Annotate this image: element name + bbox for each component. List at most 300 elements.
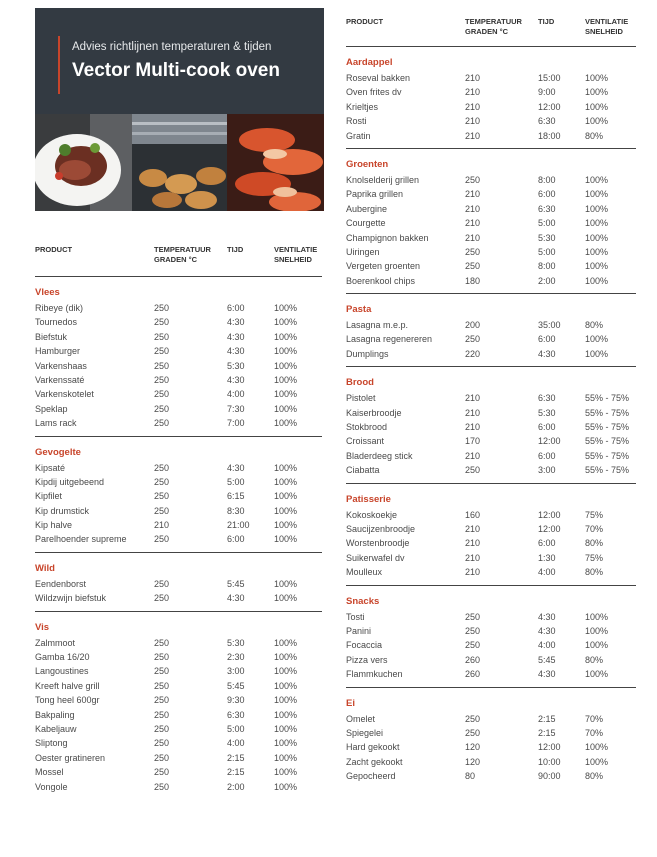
section-aardappel (346, 56, 636, 149)
temperature-cell: 210 (465, 101, 481, 112)
table-row (35, 693, 322, 707)
header-product: PRODUCT (35, 245, 73, 254)
section-title: Ei (346, 697, 355, 709)
ventilation-cell: 100% (585, 334, 609, 345)
time-cell: 5:45 (538, 654, 556, 665)
product-cell: Pistolet (346, 393, 376, 404)
header-temperature: TEMPERATUUR GRADEN °C (465, 17, 522, 36)
section-title: Snacks (346, 595, 380, 607)
section-ei (346, 697, 636, 784)
ventilation-cell: 70% (585, 523, 604, 534)
ventilation-cell: 100% (274, 331, 298, 342)
temperature-cell: 210 (465, 450, 481, 461)
ventilation-cell: 100% (585, 625, 609, 636)
table-row (35, 736, 322, 750)
section-title: Pasta (346, 304, 372, 316)
section-groenten (346, 158, 636, 294)
table-row (346, 624, 636, 638)
section-vis (35, 621, 322, 794)
product-cell: Tosti (346, 611, 365, 622)
table-row (346, 434, 636, 448)
temperature-cell: 210 (465, 523, 481, 534)
lobster-photo (227, 114, 324, 211)
ventilation-cell: 100% (585, 275, 609, 286)
time-cell: 6:00 (538, 422, 556, 433)
table-row (346, 71, 636, 85)
temperature-cell: 250 (154, 491, 170, 502)
section-title: Groenten (346, 158, 389, 170)
product-cell: Krieltjes (346, 101, 379, 112)
section-title: Brood (346, 377, 374, 389)
product-cell: Champignon bakken (346, 232, 429, 243)
product-cell: Oven frites dv (346, 87, 402, 98)
product-cell: Kipfilet (35, 491, 63, 502)
section-title: Vis (35, 621, 50, 633)
product-cell: Lasagna m.e.p. (346, 320, 409, 331)
temperature-cell: 210 (465, 116, 481, 127)
temperature-cell: 250 (154, 418, 170, 429)
header-time: TIJD (227, 245, 244, 254)
product-cell: Mossel (35, 767, 64, 778)
ventilation-cell: 55% - 75% (585, 436, 630, 447)
time-cell: 6:00 (538, 450, 556, 461)
ventilation-cell: 100% (585, 261, 609, 272)
table-row (35, 708, 322, 722)
product-cell: Hard gekookt (346, 742, 400, 753)
temperature-cell: 250 (154, 389, 170, 400)
product-cell: Kip halve (35, 520, 73, 531)
time-cell: 5:30 (227, 637, 245, 648)
ventilation-cell: 100% (274, 462, 298, 473)
time-cell: 9:00 (538, 87, 556, 98)
temperature-cell: 210 (465, 422, 481, 433)
table-row (346, 187, 636, 201)
ventilation-cell: 100% (585, 218, 609, 229)
temperature-cell: 250 (154, 534, 170, 545)
time-cell: 12:00 (538, 742, 561, 753)
temperature-cell: 250 (154, 666, 170, 677)
time-cell: 4:00 (227, 389, 245, 400)
table-row (35, 330, 322, 344)
product-cell: Kabeljauw (35, 723, 77, 734)
temperature-cell: 120 (465, 756, 481, 767)
product-cell: Knolselderij grillen (346, 174, 420, 185)
table-header (346, 8, 636, 47)
table-row (346, 536, 636, 550)
time-cell: 2:00 (227, 781, 245, 792)
temperature-cell: 80 (465, 771, 476, 782)
temperature-cell: 210 (154, 520, 170, 531)
table-row (35, 577, 322, 591)
table-row (35, 751, 322, 765)
table-row (346, 391, 636, 405)
ventilation-cell: 100% (585, 756, 609, 767)
ventilation-cell: 100% (274, 534, 298, 545)
product-cell: Stokbrood (346, 422, 388, 433)
time-cell: 6:00 (227, 303, 245, 313)
temperature-cell: 250 (154, 709, 170, 720)
section-vlees (35, 286, 322, 437)
ventilation-cell: 100% (274, 403, 298, 414)
product-cell: Varkenskotelet (35, 389, 94, 400)
product-cell: Ciabatta (346, 465, 380, 476)
table-row (346, 508, 636, 522)
product-cell: Varkenshaas (35, 360, 87, 371)
table-row (35, 315, 322, 329)
ventilation-cell: 80% (585, 320, 604, 331)
table-row (346, 85, 636, 99)
product-cell: Suikerwafel dv (346, 552, 405, 563)
time-cell: 4:00 (227, 738, 245, 749)
table-row (346, 565, 636, 579)
ventilation-cell: 55% - 75% (585, 450, 630, 461)
time-cell: 7:00 (227, 418, 245, 429)
table-header (35, 236, 322, 277)
table-row (346, 114, 636, 128)
product-cell: Kip drumstick (35, 505, 90, 516)
right-table (346, 8, 636, 783)
time-cell: 1:30 (538, 552, 556, 563)
table-row (346, 610, 636, 624)
temperature-cell: 250 (465, 727, 481, 738)
time-cell: 4:30 (538, 669, 556, 680)
ventilation-cell: 100% (274, 360, 298, 371)
time-cell: 18:00 (538, 130, 561, 141)
time-cell: 6:00 (538, 189, 556, 200)
ventilation-cell: 80% (585, 130, 604, 141)
time-cell: 9:30 (227, 695, 245, 706)
time-cell: 2:30 (227, 652, 245, 663)
ventilation-cell: 100% (585, 203, 609, 214)
product-cell: Oester gratineren (35, 752, 106, 763)
time-cell: 2:15 (538, 727, 556, 738)
ventilation-cell: 55% - 75% (585, 465, 630, 476)
product-cell: Lasagna regenereren (346, 334, 433, 345)
table-row (346, 347, 636, 361)
table-row (35, 301, 322, 315)
temperature-cell: 210 (465, 130, 481, 141)
product-cell: Tournedos (35, 317, 78, 328)
temperature-cell: 250 (154, 652, 170, 663)
product-cell: Aubergine (346, 203, 388, 214)
temperature-cell: 250 (154, 303, 170, 313)
temperature-cell: 250 (465, 625, 481, 636)
time-cell: 4:30 (538, 625, 556, 636)
header-ventilation: VENTILATIE SNELHEID (274, 245, 318, 264)
product-cell: Saucijzenbroodje (346, 523, 416, 534)
temperature-cell: 210 (465, 232, 481, 243)
header-subtitle: Advies richtlijnen temperaturen & tijden (72, 41, 272, 53)
section-title: Patisserie (346, 493, 391, 505)
time-cell: 5:45 (227, 680, 245, 691)
time-cell: 8:30 (227, 505, 245, 516)
product-cell: Zacht gekookt (346, 756, 403, 767)
table-row (346, 551, 636, 565)
product-cell: Lams rack (35, 418, 77, 429)
product-cell: Hamburger (35, 346, 81, 357)
section-title: Aardappel (346, 57, 393, 68)
time-cell: 3:00 (538, 465, 556, 476)
time-cell: 4:00 (538, 640, 556, 651)
table-row (35, 504, 322, 518)
product-cell: Kaiserbroodje (346, 407, 402, 418)
section-gevogelte (35, 446, 322, 553)
temperature-cell: 250 (154, 593, 170, 604)
time-cell: 5:00 (227, 723, 245, 734)
temperature-cell: 210 (465, 189, 481, 200)
temperature-cell: 260 (465, 669, 481, 680)
ventilation-cell: 100% (274, 680, 298, 691)
ventilation-cell: 100% (585, 116, 609, 127)
product-cell: Sliptong (35, 738, 68, 749)
steak-plate-photo (35, 114, 132, 211)
ventilation-cell: 80% (585, 654, 604, 665)
ventilation-cell: 80% (585, 538, 604, 549)
product-cell: Biefstuk (35, 331, 68, 342)
table-row (35, 387, 322, 401)
time-cell: 5:30 (538, 407, 556, 418)
ventilation-cell: 100% (274, 709, 298, 720)
ventilation-cell: 100% (274, 695, 298, 706)
temperature-cell: 250 (154, 505, 170, 516)
ventilation-cell: 100% (274, 666, 298, 677)
product-cell: Zalmmoot (35, 637, 76, 648)
time-cell: 5:30 (538, 232, 556, 243)
time-cell: 4:00 (538, 567, 556, 578)
ventilation-cell: 100% (274, 578, 298, 589)
table-row (346, 100, 636, 114)
product-cell: Kreeft halve grill (35, 680, 100, 691)
section-title: Gevogelte (35, 446, 81, 458)
temperature-cell: 250 (154, 476, 170, 487)
temperature-cell: 250 (154, 695, 170, 706)
time-cell: 15:00 (538, 73, 561, 83)
product-cell: Parelhoender supreme (35, 534, 127, 545)
ventilation-cell: 80% (585, 771, 604, 782)
temperature-cell: 180 (465, 275, 481, 286)
table-row (35, 402, 322, 416)
ventilation-cell: 100% (274, 738, 298, 749)
product-cell: Boerenkool chips (346, 275, 416, 286)
table-row (346, 420, 636, 434)
ventilation-cell: 100% (274, 723, 298, 734)
table-row (346, 463, 636, 477)
table-row (346, 638, 636, 652)
table-row (346, 653, 636, 667)
product-cell: Dumplings (346, 348, 389, 359)
food-photo-strip (35, 114, 324, 211)
ventilation-cell: 100% (585, 101, 609, 112)
product-cell: Bakpaling (35, 709, 75, 720)
time-cell: 10:00 (538, 756, 561, 767)
table-row (35, 518, 322, 532)
temperature-cell: 250 (154, 317, 170, 328)
ventilation-cell: 100% (274, 767, 298, 778)
time-cell: 4:30 (227, 346, 245, 357)
section-brood (346, 376, 636, 483)
left-table (35, 236, 322, 794)
table-row (35, 489, 322, 503)
product-cell: Kipsaté (35, 462, 66, 473)
ventilation-cell: 100% (274, 346, 298, 357)
product-cell: Varkenssaté (35, 374, 85, 385)
temperature-cell: 250 (154, 723, 170, 734)
temperature-cell: 210 (465, 567, 481, 578)
ventilation-cell: 100% (274, 476, 298, 487)
table-row (35, 722, 322, 736)
time-cell: 4:30 (538, 348, 556, 359)
time-cell: 6:30 (227, 709, 245, 720)
ventilation-cell: 100% (274, 374, 298, 385)
ventilation-cell: 100% (585, 742, 609, 753)
header-title: Vector Multi-cook oven (72, 60, 280, 81)
product-cell: Vongole (35, 781, 68, 792)
time-cell: 5:30 (227, 360, 245, 371)
product-cell: Flammkuchen (346, 669, 403, 680)
table-row (346, 129, 636, 143)
section-title: Wild (35, 562, 55, 574)
time-cell: 4:30 (227, 593, 245, 604)
ventilation-cell: 75% (585, 509, 604, 520)
table-row (35, 664, 322, 678)
temperature-cell: 250 (154, 637, 170, 648)
table-row (346, 216, 636, 230)
temperature-cell: 260 (465, 654, 481, 665)
product-cell: Kokoskoekje (346, 509, 398, 520)
product-cell: Tong heel 600gr (35, 695, 100, 706)
time-cell: 2:15 (227, 752, 245, 763)
time-cell: 12:00 (538, 436, 561, 447)
temperature-cell: 210 (465, 73, 481, 83)
time-cell: 2:00 (538, 275, 556, 286)
ventilation-cell: 100% (274, 491, 298, 502)
ventilation-cell: 100% (585, 174, 609, 185)
temperature-cell: 250 (154, 752, 170, 763)
product-cell: Kipdij uitgebeend (35, 476, 105, 487)
table-row (346, 740, 636, 754)
table-row (346, 769, 636, 783)
product-cell: Roseval bakken (346, 73, 411, 83)
time-cell: 12:00 (538, 509, 561, 520)
section-pasta (346, 303, 636, 367)
temperature-cell: 250 (154, 360, 170, 371)
ventilation-cell: 100% (585, 669, 609, 680)
section-patisserie (346, 493, 636, 586)
table-row (35, 780, 322, 794)
time-cell: 4:30 (538, 611, 556, 622)
table-row (346, 755, 636, 769)
ventilation-cell: 70% (585, 713, 604, 724)
temperature-cell: 220 (465, 348, 481, 359)
ventilation-cell: 75% (585, 552, 604, 563)
temperature-cell: 250 (465, 611, 481, 622)
table-row (35, 636, 322, 650)
temperature-cell: 250 (154, 403, 170, 414)
table-row (346, 726, 636, 740)
table-row (346, 318, 636, 332)
product-cell: Focaccia (346, 640, 383, 651)
table-row (346, 245, 636, 259)
table-row (35, 591, 322, 605)
table-row (346, 202, 636, 216)
temperature-cell: 250 (154, 578, 170, 589)
temperature-cell: 170 (465, 436, 481, 447)
time-cell: 5:45 (227, 578, 245, 589)
temperature-cell: 250 (154, 680, 170, 691)
temperature-cell: 210 (465, 552, 481, 563)
time-cell: 6:00 (227, 534, 245, 545)
time-cell: 6:30 (538, 203, 556, 214)
temperature-cell: 210 (465, 218, 481, 229)
temperature-cell: 250 (465, 174, 481, 185)
product-cell: Wildzwijn biefstuk (35, 593, 107, 604)
product-cell: Worstenbroodje (346, 538, 410, 549)
time-cell: 8:00 (538, 174, 556, 185)
time-cell: 90:00 (538, 771, 561, 782)
time-cell: 4:30 (227, 331, 245, 342)
ventilation-cell: 100% (274, 505, 298, 516)
product-cell: Speklap (35, 403, 68, 414)
ventilation-cell: 100% (274, 781, 298, 792)
time-cell: 5:00 (227, 476, 245, 487)
ventilation-cell: 70% (585, 727, 604, 738)
ventilation-cell: 100% (274, 317, 298, 328)
ventilation-cell: 80% (585, 567, 604, 578)
ventilation-cell: 100% (274, 593, 298, 604)
section-wild (35, 562, 322, 612)
temperature-cell: 250 (465, 334, 481, 345)
header-temperature: TEMPERATUUR GRADEN °C (154, 245, 211, 264)
time-cell: 2:15 (538, 713, 556, 724)
product-cell: Panini (346, 625, 372, 636)
table-row (35, 679, 322, 693)
table-row (35, 532, 322, 546)
header-ventilation: VENTILATIE SNELHEID (585, 17, 629, 36)
table-row (35, 416, 322, 430)
time-cell: 8:00 (538, 261, 556, 272)
product-cell: Eendenborst (35, 578, 87, 589)
ventilation-cell: 100% (585, 87, 609, 98)
accent-bar (58, 36, 60, 94)
time-cell: 4:30 (227, 462, 245, 473)
time-cell: 12:00 (538, 523, 561, 534)
table-row (35, 475, 322, 489)
temperature-cell: 250 (154, 767, 170, 778)
time-cell: 4:30 (227, 317, 245, 328)
ventilation-cell: 100% (274, 752, 298, 763)
product-cell: Gratin (346, 130, 371, 141)
product-cell: Courgette (346, 218, 386, 229)
table-row (346, 231, 636, 245)
time-cell: 5:00 (538, 218, 556, 229)
table-row (346, 274, 636, 288)
time-cell: 2:15 (227, 767, 245, 778)
table-row (35, 650, 322, 664)
time-cell: 21:00 (227, 520, 250, 531)
temperature-cell: 250 (154, 781, 170, 792)
product-cell: Gamba 16/20 (35, 652, 90, 663)
product-cell: Bladerdeeg stick (346, 450, 413, 461)
ventilation-cell: 100% (585, 73, 609, 83)
product-cell: Langoustines (35, 666, 89, 677)
ventilation-cell: 55% - 75% (585, 407, 630, 418)
table-row (35, 461, 322, 475)
ventilation-cell: 100% (274, 303, 298, 313)
ventilation-cell: 55% - 75% (585, 393, 630, 404)
product-cell: Spiegelei (346, 727, 384, 738)
product-cell: Pizza vers (346, 654, 388, 665)
ventilation-cell: 100% (585, 611, 609, 622)
